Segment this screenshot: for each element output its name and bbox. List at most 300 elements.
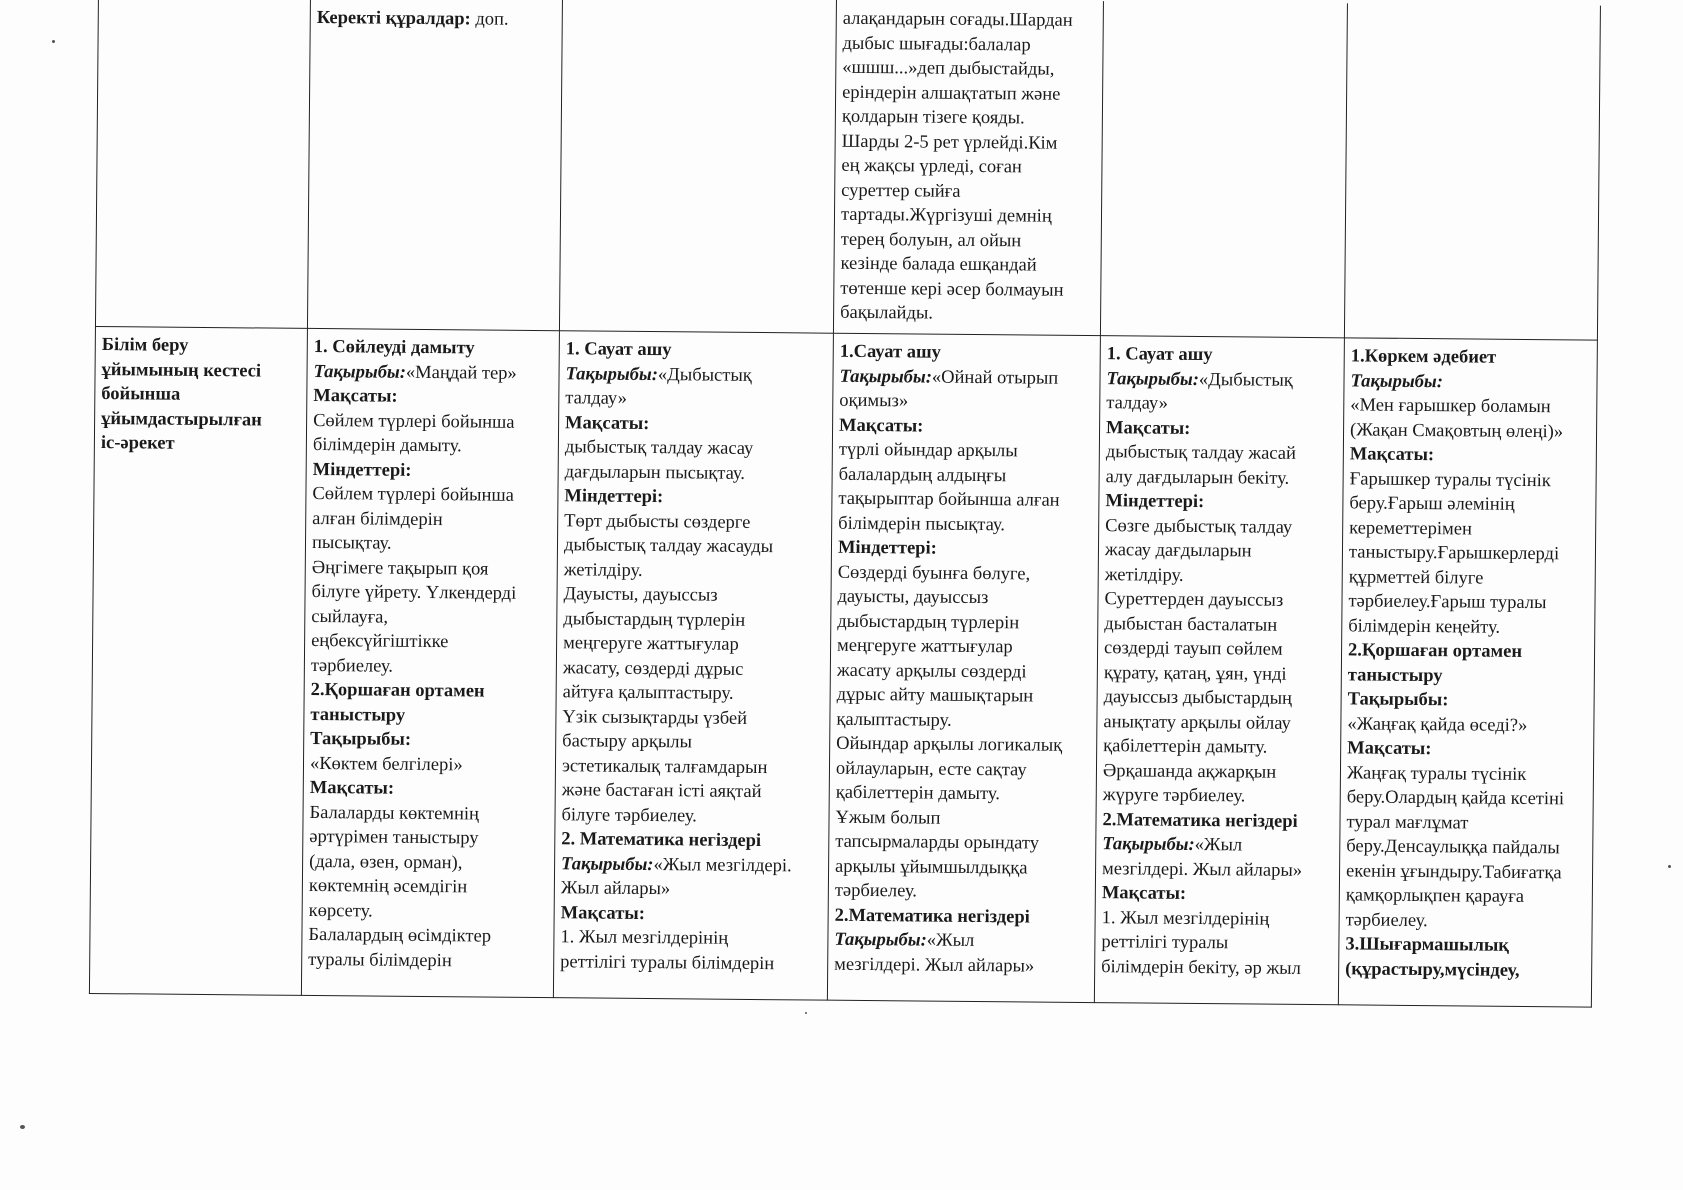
body-text: көктемнің әсемдігін xyxy=(308,875,468,898)
text-line xyxy=(565,362,826,389)
body-text: «Маңдай тер» xyxy=(405,362,517,384)
section-heading: Міндеттері: xyxy=(837,537,937,559)
text-line xyxy=(561,901,822,928)
text-line xyxy=(1103,783,1334,810)
section-heading: Мақсаты: xyxy=(1349,444,1435,466)
body-text: жетілдіру. xyxy=(1104,564,1184,586)
text-line xyxy=(1101,930,1332,957)
text-line xyxy=(1102,808,1333,835)
text-line xyxy=(313,359,552,386)
section-heading: Міндеттері: xyxy=(1105,491,1205,513)
body-text: тәрбиелеу.Ғарыш туралы xyxy=(1348,591,1547,614)
body-text: қабілеттерін дамыту. xyxy=(835,782,1000,805)
body-text: алған білімдерін xyxy=(312,508,443,530)
text-line xyxy=(310,751,549,778)
body-text: бақылайды. xyxy=(840,302,934,324)
text-line xyxy=(1350,418,1590,445)
body-text: құрату, қатаң, ұян, үнді xyxy=(1103,662,1287,685)
text-line xyxy=(1105,489,1336,516)
section-heading: 1. Сауат ашу xyxy=(1106,344,1213,366)
body-text: екенін ұғындыру.Табиғатқа xyxy=(1345,860,1562,883)
body-text: тәрбиелеу. xyxy=(1345,909,1428,931)
text-line xyxy=(837,634,1091,661)
text-line xyxy=(1103,710,1334,737)
text-line xyxy=(1104,587,1335,614)
text-line xyxy=(565,435,826,462)
text-line xyxy=(560,950,821,977)
cell-top-col3 xyxy=(559,0,836,333)
section-heading: 2.Қоршаған ортамен xyxy=(1347,640,1523,662)
scan-speck xyxy=(52,40,55,43)
text-line xyxy=(310,727,549,754)
text-line xyxy=(1348,614,1588,641)
text-line xyxy=(837,683,1091,710)
text-line xyxy=(563,582,824,609)
text-line xyxy=(565,411,826,438)
text-line xyxy=(835,903,1089,930)
body-text: ең жақсы үрледі, соған xyxy=(841,155,1022,178)
section-heading: ұйымдастырылған xyxy=(101,408,262,431)
body-text: Суреттерден дауыссыз xyxy=(1104,589,1284,611)
section-heading: ұйымының кестесі xyxy=(101,359,262,381)
text-line xyxy=(1104,636,1335,663)
body-text: беру.Олардың қайда ксетіні xyxy=(1346,787,1565,810)
body-text: Балаларды көктемнің xyxy=(309,802,480,824)
section-heading: іс-әрекет xyxy=(100,433,175,454)
text-line xyxy=(1106,367,1337,394)
text-line xyxy=(1102,857,1333,884)
section-heading: 1. Сөйлеуді дамыту xyxy=(313,336,475,359)
cell-top-col5 xyxy=(1100,1,1347,338)
text-line xyxy=(837,658,1091,685)
text-line xyxy=(836,781,1090,808)
text-line xyxy=(1351,344,1591,371)
body-text: білімдерін кеңейту. xyxy=(1348,615,1501,638)
body-text: «Жыл мезгілдері. xyxy=(653,854,792,876)
body-text: терең болуын, ал ойын xyxy=(840,229,1022,251)
body-text: Жаңғақ туралы түсінік xyxy=(1346,762,1527,785)
text-line xyxy=(564,558,825,585)
body-text: кезінде балада ешқандай xyxy=(840,253,1037,276)
text-line xyxy=(562,729,823,756)
text-line xyxy=(1349,540,1589,567)
body-text: реттілігі туралы xyxy=(1101,932,1229,954)
text-line xyxy=(1106,391,1337,418)
text-line xyxy=(560,925,821,952)
body-text: суреттер сыйға xyxy=(841,180,961,202)
body-text: қолдарын тізеге қояды. xyxy=(841,106,1025,129)
section-heading: Міндеттері: xyxy=(312,459,412,481)
text-line xyxy=(840,301,1094,328)
body-text: дыбыс шығады:балалар xyxy=(842,33,1031,55)
table-row-organized-activity xyxy=(89,326,1597,1007)
body-text: Үзік сызықтарды үзбей xyxy=(562,706,748,729)
body-text: Балалардың өсімдіктер xyxy=(308,924,492,947)
text-line xyxy=(310,702,549,729)
body-text: «Көктем белгілері» xyxy=(309,753,463,775)
body-text: қамқорлықпен қарауға xyxy=(1345,885,1525,907)
body-text: реттілігі туралы білімдерін xyxy=(560,951,775,974)
section-heading: 2.Математика негіздері xyxy=(1102,809,1298,832)
text-line xyxy=(835,879,1089,906)
text-line xyxy=(566,337,827,364)
text-line xyxy=(313,384,552,411)
text-line xyxy=(843,7,1097,34)
section-heading: бойынша xyxy=(101,384,181,405)
text-line xyxy=(1347,761,1587,788)
text-line xyxy=(842,80,1096,107)
text-line xyxy=(562,705,823,732)
body-text: «Жыл xyxy=(1194,834,1243,856)
body-text: дыбыстардың түрлерін xyxy=(837,611,1020,633)
section-heading: Мақсаты: xyxy=(560,902,646,924)
text-line xyxy=(562,778,823,805)
text-line xyxy=(839,413,1093,440)
text-line xyxy=(1346,810,1586,837)
body-text: әртүрімен таныстыру xyxy=(309,826,479,849)
text-line xyxy=(1346,859,1586,886)
text-line xyxy=(313,433,552,460)
text-line xyxy=(1349,491,1589,518)
section-heading: Керекті құралдар: xyxy=(316,7,476,30)
body-text: «Жаңғақ қайда өседі?» xyxy=(1347,713,1528,736)
body-text: доп. xyxy=(475,9,509,30)
body-text: және бастаған істі аяқтай xyxy=(561,780,762,803)
text-line xyxy=(842,31,1096,58)
body-text: беру.Денсаулыққа пайдалы xyxy=(1346,836,1560,859)
cell-top-col1 xyxy=(95,0,310,328)
body-text: 1. Жыл мезгілдерінің xyxy=(1101,907,1270,930)
body-text: сыйлауға, xyxy=(311,606,389,628)
body-text: тақырыптар бойынша алған xyxy=(838,488,1060,511)
text-line xyxy=(312,506,551,533)
topic-label: Тақырыбы: xyxy=(839,366,933,388)
body-text: эстетикалық талғамдарын xyxy=(561,755,768,778)
body-text: еңбексүйгіштікке xyxy=(311,630,449,653)
text-line xyxy=(1347,785,1587,812)
body-text: білуге үйрету. Үлкендерді xyxy=(311,581,517,604)
text-line xyxy=(835,805,1089,832)
scan-speck xyxy=(1668,865,1671,868)
body-text: беру.Ғарыш әлемінің xyxy=(1349,493,1515,515)
body-text: мезгілдері. Жыл айлары» xyxy=(834,954,1035,977)
section-heading: Мақсаты: xyxy=(1101,883,1187,904)
text-line xyxy=(313,408,552,435)
text-line xyxy=(561,852,822,879)
text-line xyxy=(835,854,1089,881)
text-line xyxy=(308,947,547,974)
body-text: білуге тәрбиелеу. xyxy=(561,804,697,826)
body-text: «Ойнай отырып xyxy=(931,367,1059,389)
cell-top-col4 xyxy=(833,0,1103,336)
body-text: дауыссыз дыбыстардың xyxy=(1103,687,1293,709)
text-line xyxy=(1349,565,1589,592)
text-line xyxy=(840,252,1094,279)
text-line xyxy=(1104,661,1335,688)
text-line xyxy=(561,827,822,854)
body-text: білімдерін бекіту, әр жыл xyxy=(1101,956,1301,979)
text-line xyxy=(839,462,1093,489)
body-text: (Жақан Смақовтың өлеңі)» xyxy=(1349,419,1564,442)
body-text: дұрыс айту машықтарын xyxy=(836,684,1034,707)
body-text: анықтату арқылы ойлау xyxy=(1103,711,1291,734)
text-line xyxy=(1102,906,1333,933)
body-text: тәрбиелеу. xyxy=(834,880,918,902)
text-line xyxy=(1102,881,1333,908)
text-line xyxy=(840,340,1094,367)
text-line xyxy=(838,511,1092,538)
text-line xyxy=(841,227,1095,254)
text-line xyxy=(1105,514,1336,541)
text-line xyxy=(1350,393,1590,420)
lesson-plan-table xyxy=(89,0,1601,1008)
text-line xyxy=(313,457,552,484)
body-text: талдау» xyxy=(565,388,627,409)
text-line xyxy=(836,732,1090,759)
body-text: жетілдіру. xyxy=(563,559,643,581)
body-text: Сөздерді буынға бөлуге, xyxy=(837,562,1031,584)
text-line xyxy=(311,653,550,680)
cell-top-col2 xyxy=(307,0,562,331)
body-text: Жыл айлары» xyxy=(560,878,671,900)
text-line xyxy=(102,333,301,359)
text-line xyxy=(1348,589,1588,616)
section-heading: Мақсаты: xyxy=(309,777,395,799)
text-line xyxy=(563,680,824,707)
body-text: Шарды 2-5 рет үрлейді.Кім xyxy=(841,131,1058,154)
text-line xyxy=(1106,440,1337,467)
section-heading: 1.Көркем әдебиет xyxy=(1350,346,1497,368)
text-line xyxy=(1104,685,1335,712)
text-line xyxy=(1107,342,1338,369)
text-line xyxy=(309,898,548,925)
text-line xyxy=(839,364,1093,391)
text-line xyxy=(563,631,824,658)
body-text: бастыру арқылы xyxy=(562,731,693,753)
body-text: талдау» xyxy=(1106,393,1168,414)
body-text: қабілеттерін дамыту. xyxy=(1103,736,1268,758)
text-line xyxy=(311,604,550,631)
body-text: Әңгімеге тақырып қоя xyxy=(311,557,489,580)
section-heading: 2. Математика негіздері xyxy=(561,829,762,852)
text-line xyxy=(1350,369,1590,396)
topic-label: Тақырыбы: xyxy=(834,929,927,951)
section-heading: Білім беру xyxy=(101,335,189,356)
section-heading: 1. Сауат ашу xyxy=(565,339,672,361)
body-text: дауысты, дауыссыз xyxy=(837,586,989,609)
body-text: алу дағдыларын бекіту. xyxy=(1105,466,1290,489)
body-text: арқылы ұйымшылдыққа xyxy=(835,856,1028,878)
text-line xyxy=(1349,516,1589,543)
body-text: Ғарышкер туралы түсінік xyxy=(1349,468,1551,491)
topic-label: Тақырыбы: xyxy=(1350,370,1444,392)
body-text: балалардың алдыңғы xyxy=(838,464,1007,486)
scan-speck xyxy=(805,1012,807,1014)
text-line xyxy=(1346,834,1586,861)
body-text: оқимыз» xyxy=(839,390,909,412)
text-line xyxy=(309,800,548,827)
body-text: төтенше кері әсер болмауын xyxy=(840,278,1064,301)
text-line xyxy=(1345,932,1585,959)
text-line xyxy=(1345,957,1585,984)
section-heading: таныстыру xyxy=(1347,664,1443,686)
section-heading: Мақсаты: xyxy=(839,415,924,437)
text-line xyxy=(1347,736,1587,763)
body-text: турал мағлұмат xyxy=(1346,811,1469,833)
text-line xyxy=(834,952,1088,979)
body-text: 1. Жыл мезгілдерінің xyxy=(560,927,729,949)
text-line xyxy=(834,928,1088,955)
body-text: айтуға қалыптастыру. xyxy=(562,682,734,704)
section-heading: Мақсаты: xyxy=(1105,417,1191,439)
section-heading: Мақсаты: xyxy=(1347,738,1432,760)
text-line xyxy=(1346,908,1586,935)
text-line xyxy=(1105,563,1336,590)
body-text: алақандарын соғады.Шардан xyxy=(842,8,1073,31)
body-text: дыбыстан басталатын xyxy=(1104,613,1278,636)
text-line xyxy=(841,154,1095,181)
text-line xyxy=(101,431,300,457)
text-line xyxy=(564,533,825,560)
section-heading: 1.Сауат ашу xyxy=(839,341,942,363)
body-text: пысықтау. xyxy=(311,532,392,554)
body-text: Сөйлем түрлері бойынша xyxy=(312,483,514,506)
text-line xyxy=(1348,687,1588,714)
body-text: еріндерін алшақтатып және xyxy=(842,82,1061,105)
text-line xyxy=(837,585,1091,612)
text-line xyxy=(838,536,1092,563)
cell-top-col6 xyxy=(1344,3,1600,340)
section-heading: таныстыру xyxy=(310,704,406,726)
text-line xyxy=(561,803,822,830)
topic-label: Тақырыбы: xyxy=(1102,834,1195,855)
text-line xyxy=(563,607,824,634)
cell-day4-activities xyxy=(1094,336,1344,1005)
body-text: дыбыстардың түрлерін xyxy=(563,608,746,631)
body-text: сөздерді тауып сөйлем xyxy=(1103,638,1283,660)
body-text: жасау дағдыларын xyxy=(1104,540,1252,562)
body-text: Әрқашанда ақжарқын xyxy=(1102,760,1277,783)
text-line xyxy=(309,825,548,852)
row-header-cell xyxy=(89,326,307,995)
text-line xyxy=(312,482,551,509)
body-text: таныстыру.Ғарышкерлерді xyxy=(1348,542,1560,565)
text-line xyxy=(835,830,1089,857)
text-line xyxy=(842,56,1096,83)
text-line xyxy=(312,555,551,582)
text-line xyxy=(840,276,1094,303)
text-line xyxy=(101,358,300,384)
topic-label: Тақырыбы: xyxy=(313,361,407,383)
section-heading: Тақырыбы: xyxy=(310,728,412,750)
text-line xyxy=(842,105,1096,132)
text-line xyxy=(1350,442,1590,469)
body-text: дағдыларын пысықтау. xyxy=(564,461,746,484)
topic-label: Тақырыбы: xyxy=(1106,368,1200,390)
body-text: тәрбиелеу. xyxy=(310,655,394,677)
text-line xyxy=(317,6,556,33)
topic-label: Тақырыбы: xyxy=(565,363,659,385)
body-text: Сөзге дыбыстық талдау xyxy=(1105,515,1293,538)
text-line xyxy=(841,203,1095,230)
text-line xyxy=(838,487,1092,514)
text-line xyxy=(838,560,1092,587)
text-line xyxy=(314,335,553,362)
body-text: білімдерін дамыту. xyxy=(312,434,462,457)
body-text: тапсырмаларды орындату xyxy=(835,831,1040,854)
text-line xyxy=(565,386,826,413)
text-line xyxy=(1103,759,1334,786)
text-line xyxy=(1106,465,1337,492)
text-line xyxy=(562,754,823,781)
text-line xyxy=(1348,638,1588,665)
text-line xyxy=(839,438,1093,465)
text-line xyxy=(312,531,551,558)
section-heading: Міндеттері: xyxy=(564,486,664,508)
section-heading: 2.Математика негіздері xyxy=(834,905,1030,927)
text-line xyxy=(1347,712,1587,739)
text-line xyxy=(837,609,1091,636)
section-heading: Мақсаты: xyxy=(313,385,398,407)
text-line xyxy=(564,484,825,511)
body-text: дыбыстық талдау жасай xyxy=(1105,442,1296,464)
body-text: ойлауларын, есте сақтау xyxy=(835,758,1027,780)
body-text: меңгеруге жаттығулар xyxy=(837,635,1013,658)
body-text: (дала, өзен, орман), xyxy=(309,851,463,873)
text-line xyxy=(836,707,1090,734)
text-line xyxy=(311,580,550,607)
body-text: Сөйлем түрлері бойынша xyxy=(313,410,515,433)
text-line xyxy=(308,923,547,950)
text-line xyxy=(839,389,1093,416)
body-text: Ойындар арқылы логикалық xyxy=(836,733,1063,756)
body-text: Төрт дыбысты сөздерге xyxy=(564,510,751,533)
text-line xyxy=(310,776,549,803)
body-text: тартады.Жүргізуші демнің xyxy=(840,204,1052,227)
topic-label: Тақырыбы: xyxy=(561,853,654,875)
text-line xyxy=(1348,663,1588,690)
cell-day5-activities xyxy=(1338,338,1597,1007)
scan-speck xyxy=(20,1125,25,1129)
body-text: «Жыл xyxy=(926,930,975,951)
text-line xyxy=(311,678,550,705)
text-line xyxy=(309,874,548,901)
body-text: туралы білімдерін xyxy=(308,949,452,971)
body-text: дыбыстық талдау жасау xyxy=(564,437,754,459)
body-text: жүруге тәрбиелеу. xyxy=(1102,785,1246,807)
cell-day3-activities xyxy=(827,333,1100,1002)
text-line xyxy=(1103,734,1334,761)
text-line xyxy=(1346,883,1586,910)
text-line xyxy=(101,407,300,433)
body-text: «шшш...»деп дыбыстайды, xyxy=(842,57,1055,80)
text-line xyxy=(1102,832,1333,859)
text-line xyxy=(561,876,822,903)
text-line xyxy=(311,629,550,656)
text-line xyxy=(1101,955,1332,982)
body-text: құрметтей білуге xyxy=(1348,566,1484,589)
cell-day2-activities xyxy=(553,331,833,1000)
table-row-continued xyxy=(95,0,1600,340)
body-text: қалыптастыру. xyxy=(836,709,952,731)
section-heading: 3.Шығармашылық xyxy=(1345,934,1510,956)
body-text: Дауысты, дауыссыз xyxy=(563,584,718,606)
section-heading: (құрастыру,мүсіндеу, xyxy=(1345,958,1520,981)
section-heading: Тақырыбы: xyxy=(1347,689,1449,711)
text-line xyxy=(1350,467,1590,494)
body-text: жасату, сөздерді дұрыс xyxy=(562,657,744,680)
text-line xyxy=(842,129,1096,156)
